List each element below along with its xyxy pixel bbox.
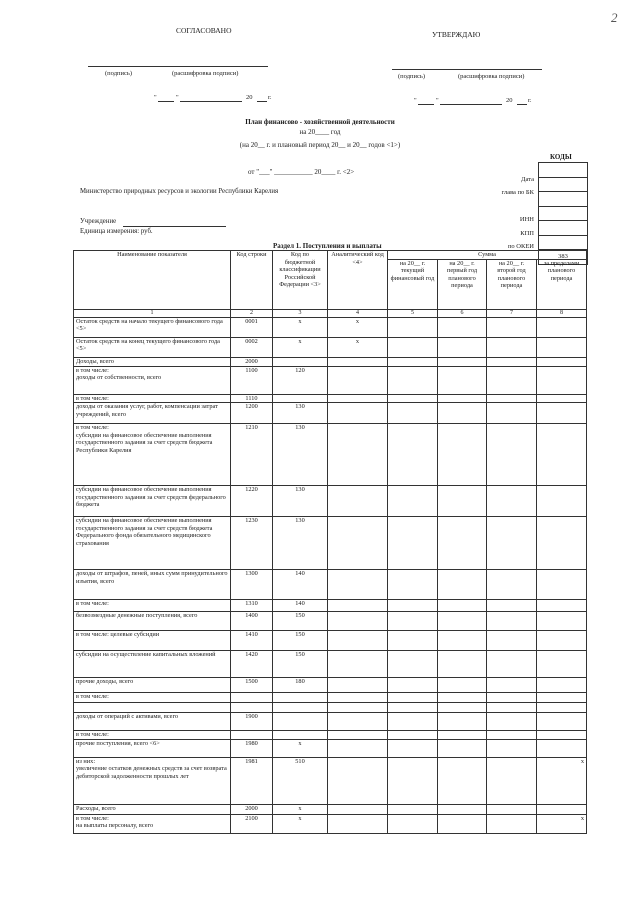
plan-title: План финансово - хозяйственной деятельности [245,118,395,126]
table-row [74,678,587,693]
row-name: субсидии на финансовое обеспечение выполнения государственного задания за счет средств бюджета Федерального фонда обязательного медицинского страхования [74,517,231,570]
row-sum-second[interactable] [487,693,537,703]
codes-header: КОДЫ [550,153,572,161]
row-code: 1400 [231,612,273,631]
table-row [74,739,587,757]
row-analytic-code [328,612,388,631]
table-row [74,612,587,631]
row-budget-code: 150 [273,631,328,651]
row-sum-first[interactable] [438,357,487,366]
column-numbers-row [74,309,587,317]
ministry-name: Министерство природных ресурсов и экологии Республики Карелия [80,188,279,195]
row-budget-code: x [273,317,328,337]
row-analytic-code [328,600,388,612]
row-analytic-code [328,486,388,517]
row-analytic-code [328,739,388,757]
row-sum-beyond[interactable] [537,337,587,357]
row-code: 1980 [231,739,273,757]
left-signature-label: (подпись) [105,70,132,77]
row-name: в том числе: на выплаты персоналу, всего [74,814,231,833]
row-analytic-code [328,517,388,570]
header-beyond-plan: за пределами планового периода [537,259,587,309]
row-code [231,731,273,740]
row-sum-second[interactable] [487,357,537,366]
row-sum-first[interactable] [438,814,487,833]
row-sum-first[interactable] [438,317,487,337]
row-name: прочие доходы, всего [74,678,231,693]
row-budget-code [273,394,328,403]
row-sum-second[interactable] [487,631,537,651]
row-budget-code [273,731,328,740]
row-sum-beyond[interactable]: x [537,814,587,833]
row-sum-second[interactable] [487,713,537,731]
row-analytic-code [328,703,388,713]
row-name: доходы от операций с активами, всего [74,713,231,731]
row-code: 2000 [231,804,273,814]
col-number: 7 [487,309,537,317]
row-analytic-code [328,757,388,804]
row-sum-beyond[interactable] [537,731,587,740]
row-budget-code: x [273,739,328,757]
row-sum-second[interactable] [487,804,537,814]
table-row [74,317,587,337]
row-sum-beyond[interactable] [537,570,587,600]
codes-cell-okei: 383 [539,249,587,264]
row-sum-beyond[interactable] [537,357,587,366]
right-date-quote-close: " [436,97,439,104]
row-sum-current[interactable] [388,357,438,366]
codes-cell-blank[interactable] [539,206,587,221]
right-date-month[interactable] [440,104,502,105]
row-name: в том числе: [74,600,231,612]
plan-date-line: от "___" ___________ 20____ г. <2> [248,168,355,176]
table-row [74,517,587,570]
row-budget-code: 140 [273,600,328,612]
row-budget-code: 130 [273,486,328,517]
row-sum-beyond[interactable] [537,651,587,678]
right-date-day[interactable] [418,104,434,105]
row-code: 1420 [231,651,273,678]
table-row [74,403,587,424]
row-budget-code: 510 [273,757,328,804]
row-name: Расходы, всего [74,804,231,814]
table-row [74,357,587,366]
table-row [74,804,587,814]
row-code: 1310 [231,600,273,612]
row-name: в том числе: доходы от собственности, всего [74,366,231,394]
header-current-year: на 20__ г. текущий финансовый год [388,259,438,309]
row-sum-first[interactable] [438,739,487,757]
row-sum-beyond[interactable]: x [537,757,587,804]
row-sum-current[interactable] [388,731,438,740]
row-sum-first[interactable] [438,651,487,678]
left-date-year-prefix: 20 [246,94,253,101]
institution-label: Учреждение [80,218,117,225]
row-analytic-code [328,570,388,600]
row-analytic-code [328,631,388,651]
header-first-plan-year: на 20__ г. первый год планового периода [438,259,487,309]
row-sum-current[interactable] [388,600,438,612]
row-sum-beyond[interactable] [537,703,587,713]
row-sum-beyond[interactable] [537,486,587,517]
row-sum-beyond[interactable] [537,693,587,703]
codes-cell-date[interactable] [539,177,587,192]
row-name: доходы от оказания услуг, работ, компенсации затрат учреждений, всего [74,403,231,424]
row-name [74,703,231,713]
row-sum-current[interactable] [388,366,438,394]
table-row [74,631,587,651]
header-name: Наименование показателя [74,251,231,310]
col-number: 2 [231,309,273,317]
col-number: 3 [273,309,328,317]
row-sum-first[interactable] [438,693,487,703]
row-code: 1220 [231,486,273,517]
row-sum-second[interactable] [487,486,537,517]
right-date-year-prefix: 20 [506,97,513,104]
row-sum-second[interactable] [487,600,537,612]
row-sum-current[interactable] [388,757,438,804]
table-row [74,814,587,833]
row-name: в том числе: субсидии на финансовое обеспечение выполнения государственного задания за счет средств бюджета Республики Карелия [74,424,231,486]
row-sum-first[interactable] [438,337,487,357]
row-sum-first[interactable] [438,366,487,394]
row-analytic-code [328,804,388,814]
row-sum-second[interactable] [487,651,537,678]
table-row [74,731,587,740]
right-date-year[interactable] [517,104,527,105]
row-sum-first[interactable] [438,757,487,804]
row-code: 1100 [231,366,273,394]
row-sum-second[interactable] [487,814,537,833]
row-analytic-code [328,357,388,366]
codes-cell-kpp[interactable] [539,235,587,250]
row-name: прочие поступления, всего <6> [74,739,231,757]
row-name: Остаток средств на начало текущего финансового года <5> [74,317,231,337]
row-name: Доходы, всего [74,357,231,366]
left-date-quote-open: " [154,94,157,101]
row-code: 1300 [231,570,273,600]
approved-title: УТВЕРЖДАЮ [432,30,481,39]
row-budget-code: 130 [273,517,328,570]
row-analytic-code [328,814,388,833]
row-sum-first[interactable] [438,394,487,403]
row-sum-second[interactable] [487,424,537,486]
row-code: 1230 [231,517,273,570]
col-number: 1 [74,309,231,317]
row-sum-first[interactable] [438,703,487,713]
row-sum-second[interactable] [487,757,537,804]
row-sum-beyond[interactable] [537,403,587,424]
row-sum-first[interactable] [438,804,487,814]
row-sum-current[interactable] [388,693,438,703]
row-sum-second[interactable] [487,703,537,713]
row-sum-beyond[interactable] [537,600,587,612]
row-budget-code: 180 [273,678,328,693]
unit-label: Единица измерения: руб. [80,228,153,235]
row-sum-first[interactable] [438,403,487,424]
row-sum-first[interactable] [438,424,487,486]
row-analytic-code [328,693,388,703]
row-sum-first[interactable] [438,612,487,631]
col-number: 6 [438,309,487,317]
row-name: в том числе: целевые субсидии [74,631,231,651]
agreed-title: СОГЛАСОВАНО [176,26,232,35]
row-budget-code: x [273,814,328,833]
left-date-month[interactable] [180,101,242,102]
table-row [74,703,587,713]
right-date-quote-open: " [414,97,417,104]
row-code: 1900 [231,713,273,731]
table-row [74,394,587,403]
row-sum-second[interactable] [487,403,537,424]
row-code: 1981 [231,757,273,804]
table-row [74,337,587,357]
row-analytic-code: x [328,337,388,357]
row-sum-beyond[interactable] [537,612,587,631]
row-sum-beyond[interactable] [537,739,587,757]
row-analytic-code [328,403,388,424]
page-number-mark: 2 [611,10,618,25]
row-analytic-code [328,394,388,403]
col-number: 8 [537,309,587,317]
codes-date-label: Дата [521,176,534,183]
row-budget-code: 130 [273,424,328,486]
row-analytic-code [328,366,388,394]
row-name: доходы от штрафов, пеней, иных сумм принудительного изъятия, всего [74,570,231,600]
table-row [74,600,587,612]
row-budget-code [273,703,328,713]
left-decryption-label: (расшифровка подписи) [172,70,239,77]
right-signature-label: (подпись) [398,73,425,80]
row-analytic-code: x [328,317,388,337]
row-name: в том числе: [74,731,231,740]
income-expense-table [73,250,587,834]
row-analytic-code [328,678,388,693]
codes-cell-bk[interactable] [539,191,587,206]
row-sum-current[interactable] [388,317,438,337]
left-date-quote-close: " [176,94,179,101]
row-sum-first[interactable] [438,731,487,740]
row-budget-code: x [273,337,328,357]
header-budget-code: Код по бюджетной классификации Российской Федерации <3> [273,251,328,310]
row-sum-second[interactable] [487,337,537,357]
row-name: из них: увеличение остатков денежных средств за счет возврата дебиторской задолженности прошлых лет [74,757,231,804]
plan-period: (на 20__ г. и плановый период 20__ и 20__ годов <1>) [239,141,401,149]
header-analytic-code: Аналитический код <4> [328,251,388,310]
row-sum-current[interactable] [388,703,438,713]
left-date-day[interactable] [158,101,174,102]
row-sum-beyond[interactable] [537,631,587,651]
row-name: в том числе: [74,394,231,403]
row-budget-code [273,693,328,703]
row-sum-current[interactable] [388,651,438,678]
row-name: в том числе: [74,693,231,703]
row-code: 1110 [231,394,273,403]
plan-year: на 20____ год [299,128,341,136]
row-sum-second[interactable] [487,678,537,693]
row-sum-second[interactable] [487,366,537,394]
codes-cell-inn[interactable] [539,220,587,235]
row-sum-current[interactable] [388,570,438,600]
row-sum-current[interactable] [388,337,438,357]
codes-cell-form[interactable] [539,163,587,177]
right-signature-line[interactable] [392,69,542,70]
row-sum-beyond[interactable] [537,394,587,403]
table-row [74,366,587,394]
codes-bk-label: глава по БК [501,189,534,196]
row-sum-second[interactable] [487,612,537,631]
row-name: субсидии на осуществление капитальных вложений [74,651,231,678]
row-code [231,703,273,713]
table-row [74,570,587,600]
row-sum-first[interactable] [438,570,487,600]
right-decryption-label: (расшифровка подписи) [458,73,525,80]
row-code: 2000 [231,357,273,366]
institution-field[interactable] [123,226,226,227]
header-code: Код строки [231,251,273,310]
row-name: субсидии на финансовое обеспечение выполнения государственного задания за счет средств федерального бюджета [74,486,231,517]
row-analytic-code [328,713,388,731]
row-code: 0002 [231,337,273,357]
row-sum-beyond[interactable] [537,517,587,570]
codes-kpp-label: КПП [520,230,534,237]
row-sum-first[interactable] [438,631,487,651]
codes-inn-label: ИНН [519,216,534,223]
row-sum-current[interactable] [388,814,438,833]
row-sum-first[interactable] [438,517,487,570]
row-budget-code: 150 [273,651,328,678]
row-sum-current[interactable] [388,486,438,517]
row-sum-current[interactable] [388,612,438,631]
row-sum-beyond[interactable] [537,804,587,814]
row-name: Остаток средств на конец текущего финансового года <5> [74,337,231,357]
row-code: 1210 [231,424,273,486]
row-sum-second[interactable] [487,317,537,337]
row-sum-second[interactable] [487,570,537,600]
row-sum-beyond[interactable] [537,424,587,486]
row-sum-current[interactable] [388,631,438,651]
row-sum-beyond[interactable] [537,317,587,337]
row-budget-code: 120 [273,366,328,394]
row-budget-code [273,357,328,366]
row-sum-first[interactable] [438,678,487,693]
col-number: 4 [328,309,388,317]
row-analytic-code [328,424,388,486]
row-code: 1410 [231,631,273,651]
row-sum-current[interactable] [388,739,438,757]
row-sum-second[interactable] [487,731,537,740]
row-name: безвозмездные денежные поступления, всего [74,612,231,631]
left-signature-line[interactable] [88,66,268,67]
right-date-suffix: г. [528,97,532,104]
row-sum-current[interactable] [388,403,438,424]
row-sum-current[interactable] [388,678,438,693]
row-code: 1500 [231,678,273,693]
row-sum-current[interactable] [388,517,438,570]
table-row [74,757,587,804]
table-row [74,424,587,486]
row-code: 2100 [231,814,273,833]
codes-okei-label: по ОКЕИ [507,243,534,250]
row-code: 1200 [231,403,273,424]
row-sum-first[interactable] [438,486,487,517]
row-budget-code: x [273,804,328,814]
row-sum-beyond[interactable] [537,713,587,731]
row-sum-second[interactable] [487,394,537,403]
table-row [74,651,587,678]
row-code: 0001 [231,317,273,337]
row-analytic-code [328,651,388,678]
left-date-year[interactable] [257,101,267,102]
table-row [74,713,587,731]
table-row [74,486,587,517]
row-sum-current[interactable] [388,804,438,814]
row-budget-code: 130 [273,403,328,424]
section-title: Раздел 1. Поступления и выплаты [273,242,382,250]
row-budget-code: 140 [273,570,328,600]
row-sum-beyond[interactable] [537,678,587,693]
row-budget-code [273,713,328,731]
row-budget-code: 150 [273,612,328,631]
row-sum-current[interactable] [388,394,438,403]
row-analytic-code [328,731,388,740]
row-sum-current[interactable] [388,713,438,731]
col-number: 5 [388,309,438,317]
header-sum: Сумма [388,251,587,260]
row-sum-current[interactable] [388,424,438,486]
row-code [231,693,273,703]
header-second-plan-year: на 20__ г. второй год планового периода [487,259,537,309]
table-row [74,693,587,703]
row-sum-beyond[interactable] [537,366,587,394]
row-sum-first[interactable] [438,713,487,731]
row-sum-second[interactable] [487,739,537,757]
row-sum-first[interactable] [438,600,487,612]
left-date-suffix: г. [268,94,272,101]
row-sum-second[interactable] [487,517,537,570]
